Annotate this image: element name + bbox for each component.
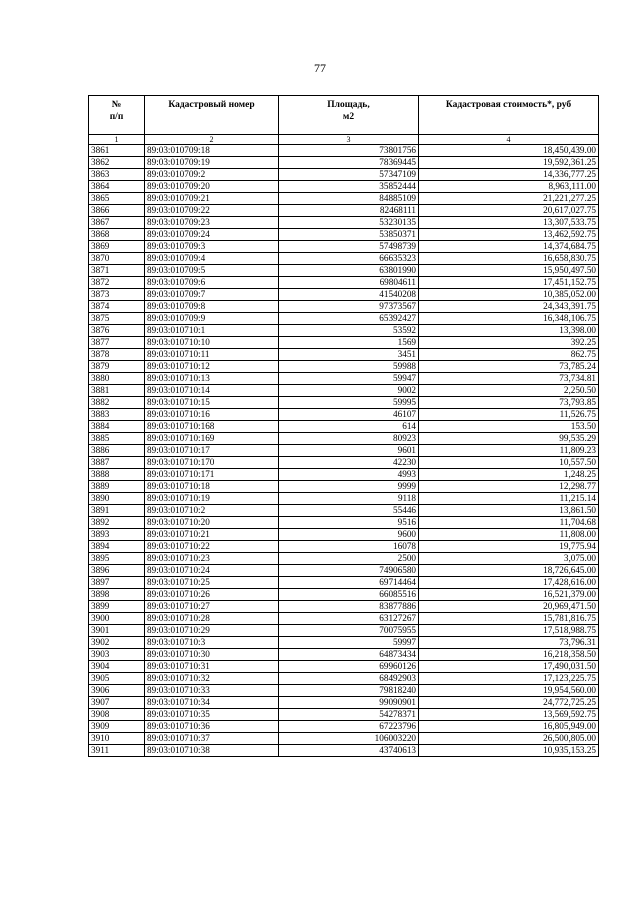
row-number-cell: 3890 [89,493,145,505]
cadastral-number-cell: 89:03:010710:168 [145,421,279,433]
table-row [89,193,599,205]
cost-cell: 13,861.50 [419,505,599,517]
table-row [89,445,599,457]
cadastral-number-cell: 89:03:010709:18 [145,145,279,157]
table-row [89,457,599,469]
cost-cell: 17,451,152.75 [419,277,599,289]
table-row [89,553,599,565]
row-number-cell: 3872 [89,277,145,289]
row-number-cell: 3889 [89,481,145,493]
cost-cell: 16,348,106.75 [419,313,599,325]
cost-cell: 13,307,533.75 [419,217,599,229]
cost-cell: 15,781,816.75 [419,613,599,625]
table-row [89,709,599,721]
row-number-cell: 3903 [89,649,145,661]
table-row [89,481,599,493]
cost-cell: 13,398.00 [419,325,599,337]
cost-cell: 24,343,391.75 [419,301,599,313]
area-cell: 80923 [279,433,419,445]
area-cell: 9601 [279,445,419,457]
cadastral-number-cell: 89:03:010709:6 [145,277,279,289]
area-cell: 64873434 [279,649,419,661]
cost-cell: 17,490,031.50 [419,661,599,673]
row-number-cell: 3865 [89,193,145,205]
column-number: 2 [145,135,279,145]
cadastral-number-cell: 89:03:010710:28 [145,613,279,625]
column-number-row [89,135,599,145]
area-cell: 59947 [279,373,419,385]
cost-cell: 20,969,471.50 [419,601,599,613]
table-row [89,313,599,325]
table-row [89,673,599,685]
area-cell: 59988 [279,361,419,373]
table-row [89,661,599,673]
cost-cell: 19,954,560.00 [419,685,599,697]
area-cell: 84885109 [279,193,419,205]
row-number-cell: 3864 [89,181,145,193]
row-number-cell: 3895 [89,553,145,565]
table-row [89,409,599,421]
cost-cell: 10,935,153.25 [419,745,599,757]
cadastral-number-cell: 89:03:010710:18 [145,481,279,493]
cadastral-number-cell: 89:03:010710:1 [145,325,279,337]
cost-cell: 14,374,684.75 [419,241,599,253]
table-row [89,601,599,613]
cadastral-number-cell: 89:03:010710:38 [145,745,279,757]
cadastral-number-cell: 89:03:010710:19 [145,493,279,505]
row-number-cell: 3869 [89,241,145,253]
cost-cell: 13,462,592.75 [419,229,599,241]
cost-cell: 11,526.75 [419,409,599,421]
table-row [89,625,599,637]
area-cell: 57498739 [279,241,419,253]
table-row [89,577,599,589]
area-cell: 53230135 [279,217,419,229]
cadastral-number-cell: 89:03:010710:12 [145,361,279,373]
table-row [89,337,599,349]
cadastral-number-cell: 89:03:010710:11 [145,349,279,361]
row-number-cell: 3886 [89,445,145,457]
area-cell: 43740613 [279,745,419,757]
cadastral-number-cell: 89:03:010710:20 [145,517,279,529]
cadastral-number-cell: 89:03:010710:30 [145,649,279,661]
table-row [89,241,599,253]
row-number-cell: 3861 [89,145,145,157]
table-row [89,517,599,529]
cost-cell: 73,793.85 [419,397,599,409]
cost-cell: 862.75 [419,349,599,361]
cost-cell: 17,123,225.75 [419,673,599,685]
table-row [89,421,599,433]
row-number-cell: 3888 [89,469,145,481]
cost-cell: 12,298.77 [419,481,599,493]
row-number-cell: 3907 [89,697,145,709]
row-number-cell: 3878 [89,349,145,361]
area-cell: 59997 [279,637,419,649]
area-cell: 65392427 [279,313,419,325]
row-number-cell: 3887 [89,457,145,469]
header-num: № п/п [89,96,145,135]
area-cell: 57347109 [279,169,419,181]
cost-cell: 15,950,497.50 [419,265,599,277]
header-row [89,96,599,135]
area-cell: 3451 [279,349,419,361]
table-row [89,685,599,697]
cost-cell: 10,385,052.00 [419,289,599,301]
cost-cell: 14,336,777.25 [419,169,599,181]
table-row [89,721,599,733]
row-number-cell: 3880 [89,373,145,385]
cadastral-number-cell: 89:03:010710:25 [145,577,279,589]
cadastral-number-cell: 89:03:010710:27 [145,601,279,613]
cost-cell: 73,785.24 [419,361,599,373]
table-row [89,181,599,193]
row-number-cell: 3873 [89,289,145,301]
cost-cell: 18,726,645.00 [419,565,599,577]
area-cell: 69960126 [279,661,419,673]
row-number-cell: 3899 [89,601,145,613]
table-body [89,145,599,757]
cost-cell: 2,250.50 [419,385,599,397]
table-row [89,541,599,553]
area-cell: 46107 [279,409,419,421]
table-row [89,613,599,625]
cost-cell: 17,518,988.75 [419,625,599,637]
row-number-cell: 3893 [89,529,145,541]
area-cell: 1569 [279,337,419,349]
page-number: 77 [314,61,326,75]
cost-cell: 26,500,805.00 [419,733,599,745]
cost-cell: 99,535.29 [419,433,599,445]
column-number: 3 [279,135,419,145]
cadastral-number-cell: 89:03:010710:171 [145,469,279,481]
cadastral-number-cell: 89:03:010710:22 [145,541,279,553]
header-area: Площадь, м2 [279,96,419,135]
cost-cell: 73,796.31 [419,637,599,649]
row-number-cell: 3910 [89,733,145,745]
table-row [89,505,599,517]
area-cell: 106003220 [279,733,419,745]
cadastral-number-cell: 89:03:010709:21 [145,193,279,205]
area-cell: 70075955 [279,625,419,637]
table-row [89,649,599,661]
row-number-cell: 3867 [89,217,145,229]
table-row [89,745,599,757]
row-number-cell: 3902 [89,637,145,649]
row-number-cell: 3876 [89,325,145,337]
area-cell: 59995 [279,397,419,409]
row-number-cell: 3863 [89,169,145,181]
area-cell: 35852444 [279,181,419,193]
area-cell: 16078 [279,541,419,553]
area-cell: 54278371 [279,709,419,721]
row-number-cell: 3894 [89,541,145,553]
table-row [89,289,599,301]
area-cell: 82468111 [279,205,419,217]
cadastral-number-cell: 89:03:010709:2 [145,169,279,181]
cost-cell: 18,450,439.00 [419,145,599,157]
cost-cell: 21,221,277.25 [419,193,599,205]
row-number-cell: 3900 [89,613,145,625]
cost-cell: 8,963,111.00 [419,181,599,193]
area-cell: 4993 [279,469,419,481]
area-cell: 9002 [279,385,419,397]
cost-cell: 16,521,379.00 [419,589,599,601]
row-number-cell: 3891 [89,505,145,517]
row-number-cell: 3877 [89,337,145,349]
table-row [89,397,599,409]
row-number-cell: 3882 [89,397,145,409]
row-number-cell: 3883 [89,409,145,421]
table-row [89,589,599,601]
cadastral-number-cell: 89:03:010710:32 [145,673,279,685]
area-cell: 9516 [279,517,419,529]
row-number-cell: 3897 [89,577,145,589]
area-cell: 78369445 [279,157,419,169]
cadastral-number-cell: 89:03:010710:3 [145,637,279,649]
table-row [89,565,599,577]
cadastral-number-cell: 89:03:010710:169 [145,433,279,445]
cadastral-number-cell: 89:03:010710:26 [145,589,279,601]
area-cell: 2500 [279,553,419,565]
row-number-cell: 3901 [89,625,145,637]
table-row [89,433,599,445]
row-number-cell: 3868 [89,229,145,241]
cadastral-number-cell: 89:03:010710:23 [145,553,279,565]
area-cell: 53592 [279,325,419,337]
row-number-cell: 3908 [89,709,145,721]
table-row [89,349,599,361]
area-cell: 67223796 [279,721,419,733]
area-cell: 9118 [279,493,419,505]
cadastral-number-cell: 89:03:010710:14 [145,385,279,397]
cadastral-number-cell: 89:03:010710:36 [145,721,279,733]
cadastral-number-cell: 89:03:010710:35 [145,709,279,721]
cadastral-number-cell: 89:03:010709:3 [145,241,279,253]
cost-cell: 16,658,830.75 [419,253,599,265]
row-number-cell: 3875 [89,313,145,325]
cost-cell: 16,218,358.50 [419,649,599,661]
table-row [89,733,599,745]
cadastral-number-cell: 89:03:010710:16 [145,409,279,421]
row-number-cell: 3892 [89,517,145,529]
table-row [89,157,599,169]
row-number-cell: 3909 [89,721,145,733]
cadastral-number-cell: 89:03:010709:7 [145,289,279,301]
column-number: 1 [89,135,145,145]
cadastral-number-cell: 89:03:010709:4 [145,253,279,265]
cadastral-table [88,95,599,757]
cadastral-number-cell: 89:03:010709:8 [145,301,279,313]
area-cell: 53850371 [279,229,419,241]
cost-cell: 16,805,949.00 [419,721,599,733]
row-number-cell: 3870 [89,253,145,265]
cost-cell: 392.25 [419,337,599,349]
cost-cell: 73,734.81 [419,373,599,385]
table-row [89,373,599,385]
cost-cell: 17,428,616.00 [419,577,599,589]
cadastral-number-cell: 89:03:010710:13 [145,373,279,385]
table-row [89,637,599,649]
cadastral-number-cell: 89:03:010710:21 [145,529,279,541]
row-number-cell: 3885 [89,433,145,445]
cost-cell: 11,808.00 [419,529,599,541]
cadastral-number-cell: 89:03:010710:34 [145,697,279,709]
cadastral-number-cell: 89:03:010710:170 [145,457,279,469]
area-cell: 74906580 [279,565,419,577]
table-row [89,277,599,289]
table-row [89,265,599,277]
cadastral-number-cell: 89:03:010710:15 [145,397,279,409]
cadastral-number-cell: 89:03:010709:5 [145,265,279,277]
area-cell: 63801990 [279,265,419,277]
table-row [89,217,599,229]
table-row [89,697,599,709]
cadastral-number-cell: 89:03:010709:9 [145,313,279,325]
area-cell: 41540208 [279,289,419,301]
table-row [89,325,599,337]
area-cell: 9999 [279,481,419,493]
cost-cell: 19,775.94 [419,541,599,553]
cadastral-number-cell: 89:03:010709:24 [145,229,279,241]
area-cell: 9600 [279,529,419,541]
cost-cell: 1,248.25 [419,469,599,481]
cadastral-number-cell: 89:03:010710:24 [145,565,279,577]
cost-cell: 3,075.00 [419,553,599,565]
cadastral-number-cell: 89:03:010710:2 [145,505,279,517]
row-number-cell: 3884 [89,421,145,433]
row-number-cell: 3866 [89,205,145,217]
cost-cell: 13,569,592.75 [419,709,599,721]
table-row [89,253,599,265]
area-cell: 99090901 [279,697,419,709]
area-cell: 66085516 [279,589,419,601]
row-number-cell: 3905 [89,673,145,685]
row-number-cell: 3879 [89,361,145,373]
cost-cell: 20,617,027.75 [419,205,599,217]
area-cell: 83877886 [279,601,419,613]
cadastral-number-cell: 89:03:010709:22 [145,205,279,217]
area-cell: 55446 [279,505,419,517]
column-number: 4 [419,135,599,145]
cadastral-number-cell: 89:03:010709:23 [145,217,279,229]
area-cell: 73801756 [279,145,419,157]
row-number-cell: 3911 [89,745,145,757]
row-number-cell: 3874 [89,301,145,313]
cost-cell: 11,809.23 [419,445,599,457]
cadastral-number-cell: 89:03:010709:19 [145,157,279,169]
area-cell: 79818240 [279,685,419,697]
row-number-cell: 3898 [89,589,145,601]
cadastral-number-cell: 89:03:010709:20 [145,181,279,193]
row-number-cell: 3871 [89,265,145,277]
cost-cell: 24,772,725.25 [419,697,599,709]
area-cell: 66635323 [279,253,419,265]
table-row [89,385,599,397]
area-cell: 69804611 [279,277,419,289]
table-row [89,169,599,181]
cadastral-number-cell: 89:03:010710:31 [145,661,279,673]
cadastral-number-cell: 89:03:010710:37 [145,733,279,745]
table-row [89,469,599,481]
cost-cell: 11,704.68 [419,517,599,529]
row-number-cell: 3862 [89,157,145,169]
table-row [89,301,599,313]
row-number-cell: 3906 [89,685,145,697]
area-cell: 97373567 [279,301,419,313]
row-number-cell: 3881 [89,385,145,397]
table-row [89,229,599,241]
area-cell: 68492903 [279,673,419,685]
cadastral-number-cell: 89:03:010710:10 [145,337,279,349]
table-row [89,493,599,505]
table-row [89,145,599,157]
cadastral-number-cell: 89:03:010710:33 [145,685,279,697]
table-row [89,205,599,217]
area-cell: 69714464 [279,577,419,589]
cost-cell: 19,592,361.25 [419,157,599,169]
cost-cell: 11,215.14 [419,493,599,505]
row-number-cell: 3896 [89,565,145,577]
header-cadastral-number: Кадастровый номер [145,96,279,135]
cadastral-number-cell: 89:03:010710:29 [145,625,279,637]
cost-cell: 153.50 [419,421,599,433]
area-cell: 614 [279,421,419,433]
area-cell: 42230 [279,457,419,469]
table-row [89,361,599,373]
header-cadastral-cost: Кадастровая стоимость*, руб [419,96,599,135]
table-row [89,529,599,541]
cost-cell: 10,557.50 [419,457,599,469]
cadastral-number-cell: 89:03:010710:17 [145,445,279,457]
area-cell: 63127267 [279,613,419,625]
row-number-cell: 3904 [89,661,145,673]
